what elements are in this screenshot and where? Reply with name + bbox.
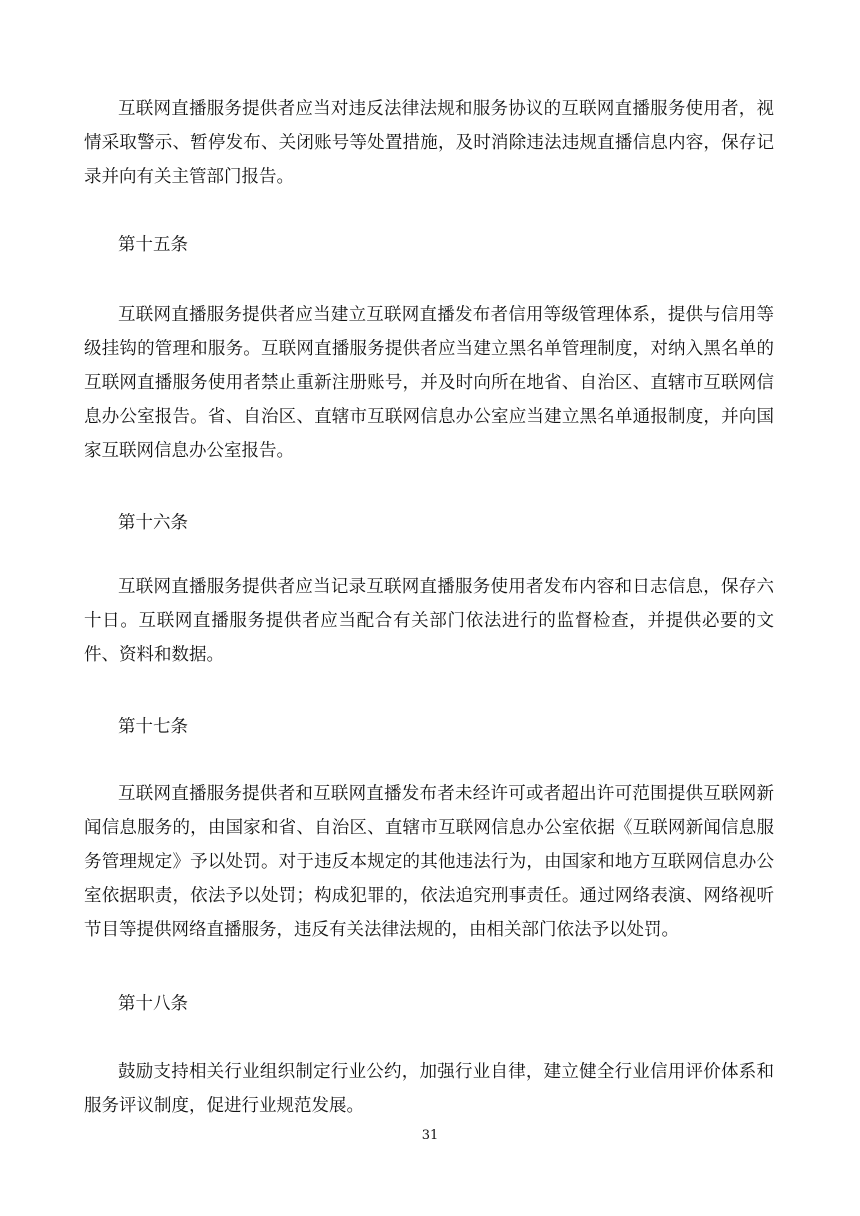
article-16-heading: 第十六条: [118, 513, 188, 533]
page-number: 31: [421, 1128, 439, 1143]
article-15-text: 互联网直播服务提供者应当建立互联网直播发布者信用等级管理体系，提供与信用等级挂钩的管理和服务。互联网直播服务提供者应当建立黑名单管理制度，对纳入黑名单的互联网直播服务使用者禁止重新注册账号，并及时向所在地省、自治区、直辖市互联网信息办公室报告。省、自治区、直辖市互联网信息办公室应当建立黑名单通报制度，并向国家互联网信息办公室报告。: [84, 305, 774, 461]
article-18-text: 鼓励支持相关行业组织制定行业公约，加强行业自律，建立健全行业信用评价体系和服务评议制度，促进行业规范发展。: [84, 1062, 774, 1116]
paragraph-article-14-continued: 互联网直播服务提供者应当对违反法律法规和服务协议的互联网直播服务使用者，视情采取警示、暂停发布、关闭账号等处置措施，及时消除违法违规直播信息内容，保存记录并向有关主管部门报告。: [84, 99, 774, 187]
article-15-heading: 第十五条: [118, 235, 188, 255]
article-17-text: 互联网直播服务提供者和互联网直播发布者未经许可或者超出许可范围提供互联网新闻信息服务的，由国家和省、自治区、直辖市互联网信息办公室依据《互联网新闻信息服务管理规定》予以处罚。对于违反本规定的其他违法行为，由国家和地方互联网信息办公室依据职责，依法予以处罚；构成犯罪的，依法追究刑事责任。通过网络表演、网络视听节目等提供网络直播服务，违反有关法律法规的，由相关部门依法予以处罚。: [84, 784, 774, 940]
article-17-heading: 第十七条: [118, 717, 188, 737]
article-16-text: 互联网直播服务提供者应当记录互联网直播服务使用者发布内容和日志信息，保存六十日。互联网直播服务提供者应当配合有关部门依法进行的监督检查，并提供必要的文件、资料和数据。: [84, 577, 774, 665]
article-18-heading: 第十八条: [118, 994, 188, 1014]
